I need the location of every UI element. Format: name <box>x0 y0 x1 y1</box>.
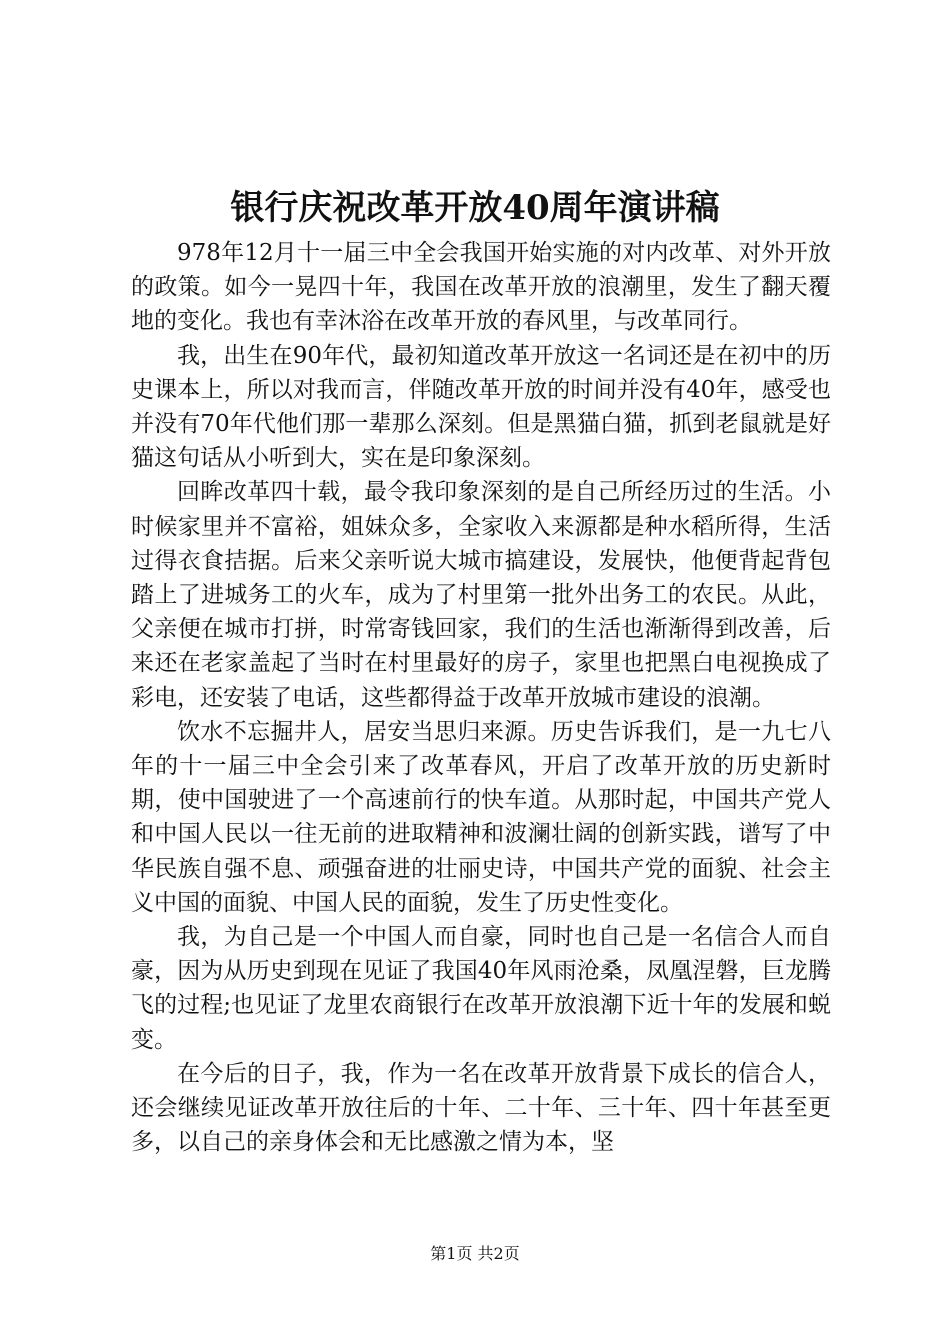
paragraph-6: 在今后的日子，我，作为一名在改革开放背景下成长的信合人，还会继续见证改革开放往后的十年、二十年、三十年、四十年甚至更多，以自己的亲身体会和无比感激之情为本，坚 <box>131 1060 831 1156</box>
page-footer: 第1页 共2页 <box>430 1244 520 1263</box>
paragraph-1: 978年12月十一届三中全会我国开始实施的对内改革、对外开放的政策。如今一晃四十年，我国在改革开放的浪潮里，发生了翻天覆地的变化。我也有幸沐浴在改革开放的春风里，与改革同行。 <box>131 240 831 335</box>
document-body <box>131 236 831 1159</box>
paragraph-2: 我，出生在90年代，最初知道改革开放这一名词还是在初中的历史课本上，所以对我而言，伴随改革开放的时间并没有40年，感受也并没有70年代他们那一辈那么深刻。但是黑猫白猫，抓到老鼠就是好猫这句话从小听到大，实在是印象深刻。 <box>131 342 831 472</box>
paragraph-4: 饮水不忘掘井人，居安当思归来源。历史告诉我们，是一九七八年的十一届三中全会引来了改革春风，开启了改革开放的历史新时期，使中国驶进了一个高速前行的快车道。从那时起，中国共产党人和中国人民以一往无前的进取精神和波澜壮阔的创新实践，谱写了中华民族自强不息、顽强奋进的壮丽史诗，中国共产党的面貌、社会主义中国的面貌、中国人民的面貌，发生了历史性变化。 <box>131 718 831 916</box>
paragraph-5: 我，为自己是一个中国人而自豪，同时也自己是一名信合人而自豪，因为从历史到现在见证了我国40年风雨沧桑，凤凰涅磐，巨龙腾飞的过程;也见证了龙里农商银行在改革开放浪潮下近十年的发展和蜕变。 <box>131 924 831 1053</box>
document-title: 银行庆祝改革开放40周年演讲稿 <box>230 188 720 228</box>
paragraph-3: 回眸改革四十载，最令我印象深刻的是自己所经历过的生活。小时候家里并不富裕，姐妹众多，全家收入来源都是种水稻所得，生活过得衣食拮据。后来父亲听说大城市搞建设，发展快，他便背起背包踏上了进城务工的火车，成为了村里第一批外出务工的农民。从此，父亲便在城市打拼，时常寄钱回家，我们的生活也渐渐得到改善，后来还在老家盖起了当时在村里最好的房子，家里也把黑白电视换成了彩电，还安装了电话，这些都得益于改革开放城市建设的浪潮。 <box>131 479 831 711</box>
